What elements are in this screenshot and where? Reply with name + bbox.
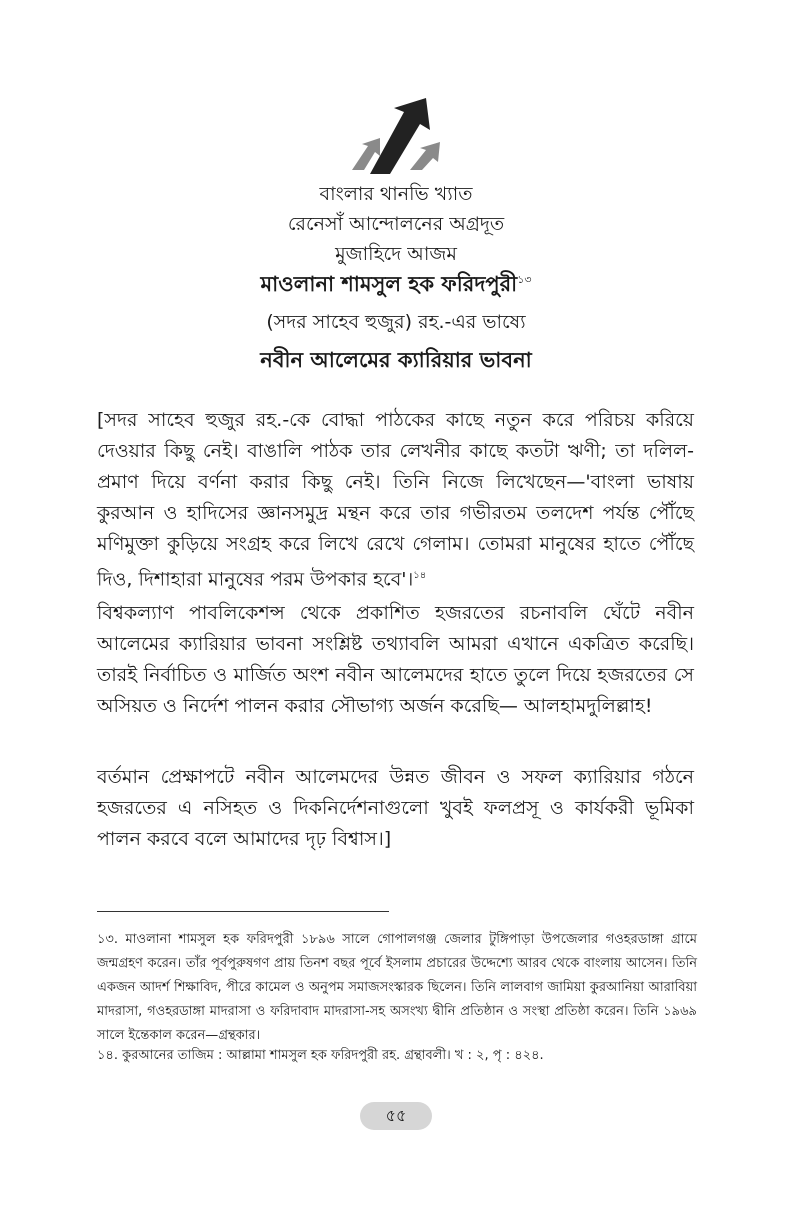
page-number: ৫৫ [360,1102,432,1130]
header-line-2: রেনেসাঁ আন্দোলনের অগ্রদূত [287,213,505,235]
paragraph-3: বর্তমান প্রেক্ষাপটে নবীন আলেমদের উন্নত জীবন ও সফল ক্যারিয়ার গঠনে হজরতের এ নসিহত ও দিকনির্দেশনাগুলো খুবই ফলপ্রসূ ও কার্যকরী ভূমিকা পালন করবে বলে আমাদের দৃঢ় বিশ্বাস।] [97,766,694,850]
subtitle: (সদর সাহেব হুজুর) রহ.-এর ভাষ্যে [266,311,526,333]
paragraph-2: বিশ্বকল্যাণ পাবলিকেশন্স থেকে প্রকাশিত হজরতের রচনাবলি ঘেঁটে নবীন আলেমের ক্যারিয়ার ভাবনা সংশ্লিষ্ট তথ্যাবলি আমরা এখানে একত্রিত করেছি। তারই নির্বাচিত ও মার্জিত অংশ নবীন আলেমদের হাতে তুলে দিয়ে হজরতের সে অসিয়ত ও নির্দেশ পালন করার সৌভাগ্য অর্জন করেছি— আলহামদুলিল্লাহ! [97,602,694,717]
chapter-title: নবীন আলেমের ক্যারিয়ার ভাবনা [260,348,532,372]
scholar-name [0,268,792,303]
footnote-ref-13: ১৩ [517,273,532,286]
footnote-14: ১৪. কুরআনের তাজিম : আল্লামা শামসুল হক ফরিদপুরী রহ. গ্রন্থাবলী। খ : ২, পৃ : ৪২৪. [97,1048,544,1063]
paragraph-1 [97,405,694,595]
footnote-13: ১৩. মাওলানা শামসুল হক ফরিদপুরী ১৮৯৬ সালে গোপালগঞ্জ জেলার টুঙ্গিপাড়া উপজেলার গওহরডাঙ্গা গ্রামে জন্মগ্রহণ করেন। তাঁর পূর্বপুরুষগণ প্রায় তিনশ বছর পূর্বে ইসলাম প্রচারের উদ্দেশ্যে আরব থেকে বাংলায় আসেন। তিনি একজন আদর্শ শিক্ষাবিদ, পীরে কামেল ও অনুপম সমাজসংস্কারক ছিলেন। তিনি লালবাগ জামিয়া কুরআনিয়া আরাবিয়া মাদরাসা, গওহরডাঙ্গা মাদরাসা ও ফরিদাবাদ মাদরাসা-সহ অসংখ্য দ্বীনি প্রতিষ্ঠান ও সংস্থা প্রতিষ্ঠা করেন। তিনি ১৯৬৯ সালে ইন্তেকাল করেন—গ্রন্থকার। [97,932,697,1043]
header-line-3: মুজাহিদে আজম [335,243,457,265]
footnote-ref-14: ১৪ [413,570,427,581]
paragraph-1-text: [সদর সাহেব হুজুর রহ.-কে বোদ্ধা পাঠকের কাছে নতুন করে পরিচয় করিয়ে দেওয়ার কিছু নেই। বাঙালি পাঠক তার লেখনীর কাছে কতটা ঋণী; তা দলিল-প্রমাণ দিয়ে বর্ণনা করার কিছু নেই। তিনি নিজে লিখেছেন—'বাংলা ভাষায় কুরআন ও হাদিসের জ্ঞানসমুদ্র মন্থন করে তার গভীরতম তলদেশ পর্যন্ত পৌঁছে মণিমুক্তা কুড়িয়ে সংগ্রহ করে লিখে রেখে গেলাম। তোমরা মানুষের হাতে পৌঁছে দিও, দিশাহারা মানুষের পরম উপকার হবে'। [97,409,694,591]
arrow-small-right [410,142,440,170]
footnote-divider [97,911,389,912]
header-line-1: বাংলার থানভি খ্যাত [319,183,473,205]
arrows-logo-icon [348,98,444,174]
scholar-name-text: মাওলানা শামসুল হক ফরিদপুরী [260,272,518,296]
